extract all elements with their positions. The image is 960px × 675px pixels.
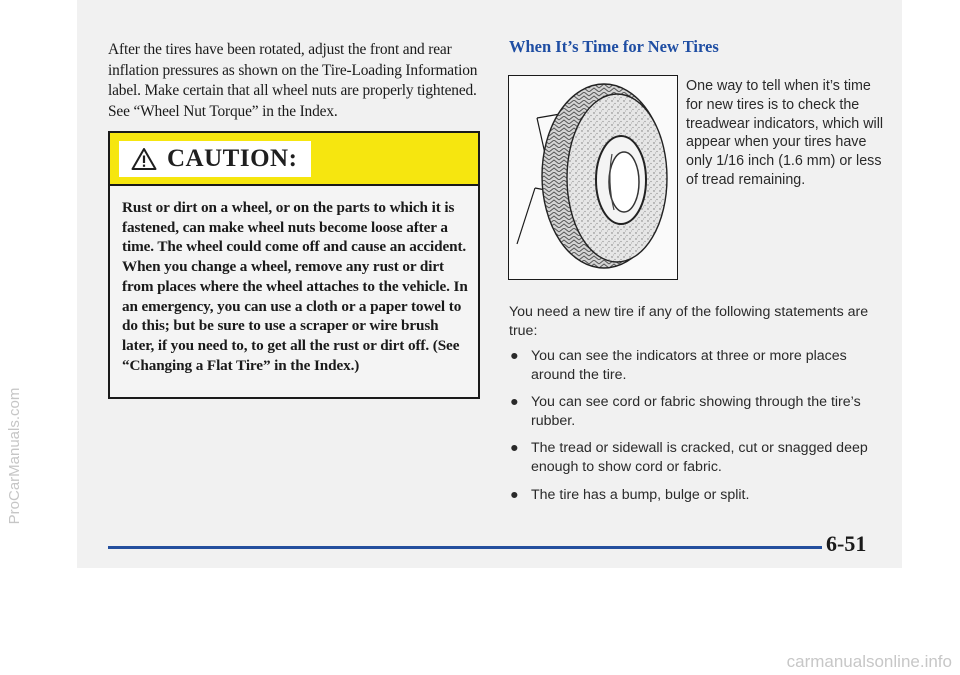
list-item-text: The tread or sidewall is cracked, cut or snagged deep enough to show cord or fabric.: [531, 440, 868, 475]
bullet-icon: ●: [510, 348, 519, 364]
section-heading: When It’s Time for New Tires: [509, 37, 719, 56]
bottom-watermark: carmanualsonline.info: [786, 652, 952, 671]
list-item: [509, 347, 889, 384]
tire-illustration-icon: [509, 76, 676, 278]
bullet-icon: ●: [510, 440, 519, 457]
side-watermark: ProCarManuals.com: [6, 387, 23, 525]
page-number: 6-51: [826, 531, 867, 556]
list-item: [509, 486, 889, 505]
treadwear-paragraph: One way to tell when it’s time for new tires is to check the treadwear indicators, which will appear when your tires have only 1/16 inch (1.6 mm) or less of tread remaining.: [686, 78, 884, 188]
caution-title-wrap: [119, 141, 311, 177]
list-item-text: You can see cord or fabric showing through the tire’s rubber.: [531, 394, 861, 429]
bullet-icon: ●: [510, 486, 519, 503]
list-item: [509, 393, 889, 430]
new-tire-intro: You need a new tire if any of the following statements are true:: [509, 304, 869, 339]
list-item-text: The tire has a bump, bulge or split.: [531, 486, 750, 503]
warning-triangle-icon: [131, 147, 157, 171]
tire-figure: [508, 75, 678, 280]
new-tire-conditions-list: [509, 347, 889, 513]
caution-box: [108, 131, 480, 399]
caution-header: [110, 133, 478, 186]
list-item: [509, 439, 889, 476]
caution-body: Rust or dirt on a wheel, or on the parts to which it is fastened, can make wheel nuts become loose after a time. The wheel could come off and cause an accident. When you change a wheel, remove any rust or dirt from places where the wheel attaches to the vehicle. In an emergency, you can use a cloth or a paper towel to do this; but be sure to use a scraper or wire brush later, if you need to, to get all the rust or dirt off. (See “Changing a Flat Tire” in the Index.): [122, 199, 468, 374]
caution-title: CAUTION:: [167, 144, 298, 172]
footer-rule: [108, 546, 822, 549]
bullet-icon: ●: [510, 394, 519, 411]
intro-paragraph: After the tires have been rotated, adjust the front and rear inflation pressures as shown on the Tire-Loading Information label. Make certain that all wheel nuts are properly tightened. See “Wheel Nut Torque” in the Index.: [108, 41, 478, 120]
list-item-text: You can see the indicators at three or more places around the tire.: [531, 348, 847, 383]
